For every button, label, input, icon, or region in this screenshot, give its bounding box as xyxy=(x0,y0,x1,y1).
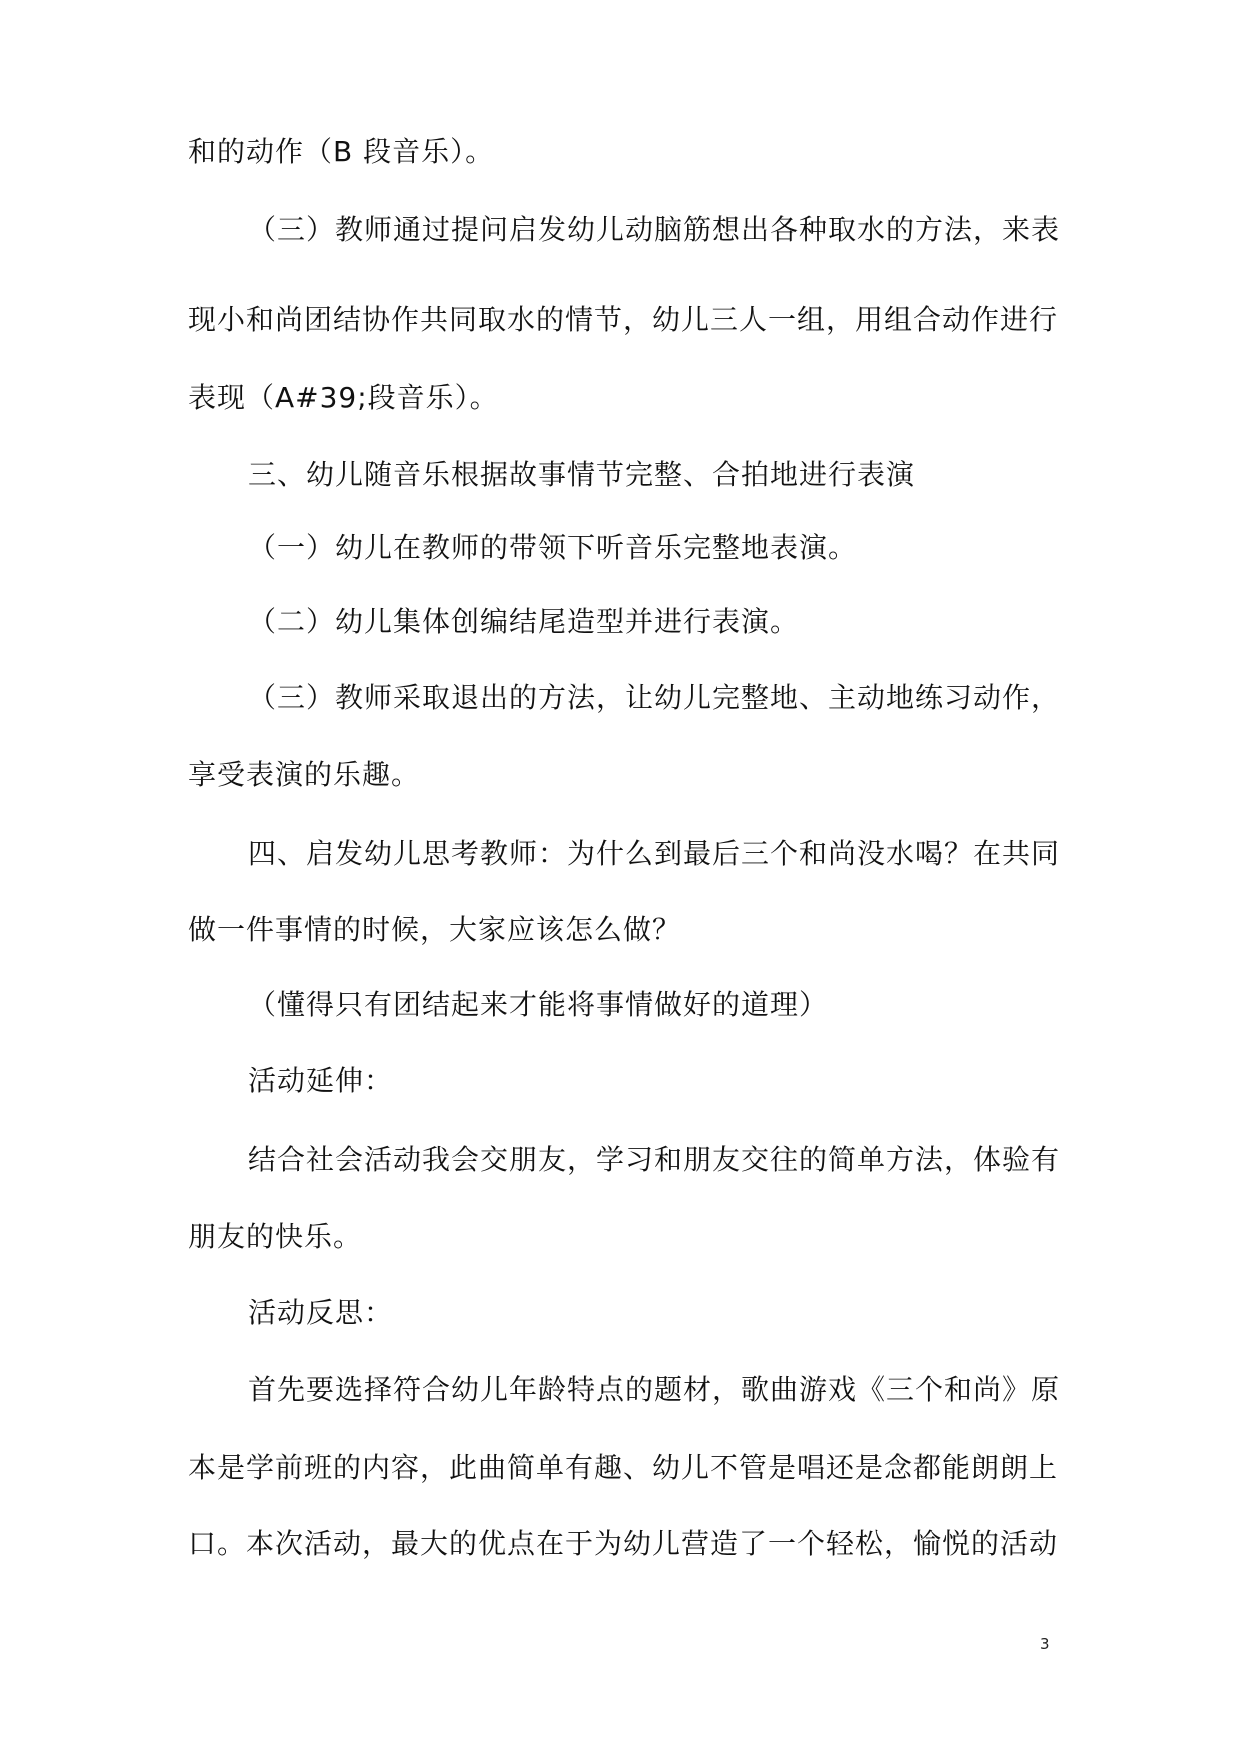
paragraph-line: （一）幼儿在教师的带领下听音乐完整地表演。 xyxy=(248,531,858,564)
paragraph-line: 现小和尚团结协作共同取水的情节，幼儿三人一组，用组合动作进行 xyxy=(188,303,1059,336)
section-heading: 活动反思： xyxy=(248,1296,394,1329)
paragraph-line: 结合社会活动我会交朋友，学习和朋友交往的简单方法，体验有 xyxy=(248,1143,1061,1176)
section-heading: 三、幼儿随音乐根据故事情节完整、合拍地进行表演 xyxy=(248,458,916,491)
paragraph-line: （二）幼儿集体创编结尾造型并进行表演。 xyxy=(248,605,800,638)
paragraph-line: 口。本次活动，最大的优点在于为幼儿营造了一个轻松，愉悦的活动 xyxy=(188,1527,1059,1560)
paragraph-line: 和的动作（B 段音乐）。 xyxy=(188,135,495,168)
paragraph-line: 本是学前班的内容，此曲简单有趣、幼儿不管是唱还是念都能朗朗上 xyxy=(188,1451,1059,1484)
paragraph-line: （懂得只有团结起来才能将事情做好的道理） xyxy=(248,988,829,1021)
paragraph-line: 做一件事情的时候，大家应该怎么做？ xyxy=(188,913,682,946)
section-heading: 活动延伸： xyxy=(248,1064,394,1097)
paragraph-line: （三）教师采取退出的方法，让幼儿完整地、主动地练习动作， xyxy=(248,681,1061,714)
section-heading: 四、启发幼儿思考教师：为什么到最后三个和尚没水喝？在共同 xyxy=(248,837,1061,870)
paragraph-line: 表现（A#39;段音乐）。 xyxy=(188,381,499,414)
page-number: 3 xyxy=(1040,1635,1050,1653)
paragraph-line: 朋友的快乐。 xyxy=(188,1220,363,1253)
paragraph-line: 享受表演的乐趣。 xyxy=(188,758,421,791)
paragraph-line: （三）教师通过提问启发幼儿动脑筋想出各种取水的方法，来表 xyxy=(248,213,1061,246)
paragraph-line: 首先要选择符合幼儿年龄特点的题材，歌曲游戏《三个和尚》原 xyxy=(248,1373,1061,1406)
